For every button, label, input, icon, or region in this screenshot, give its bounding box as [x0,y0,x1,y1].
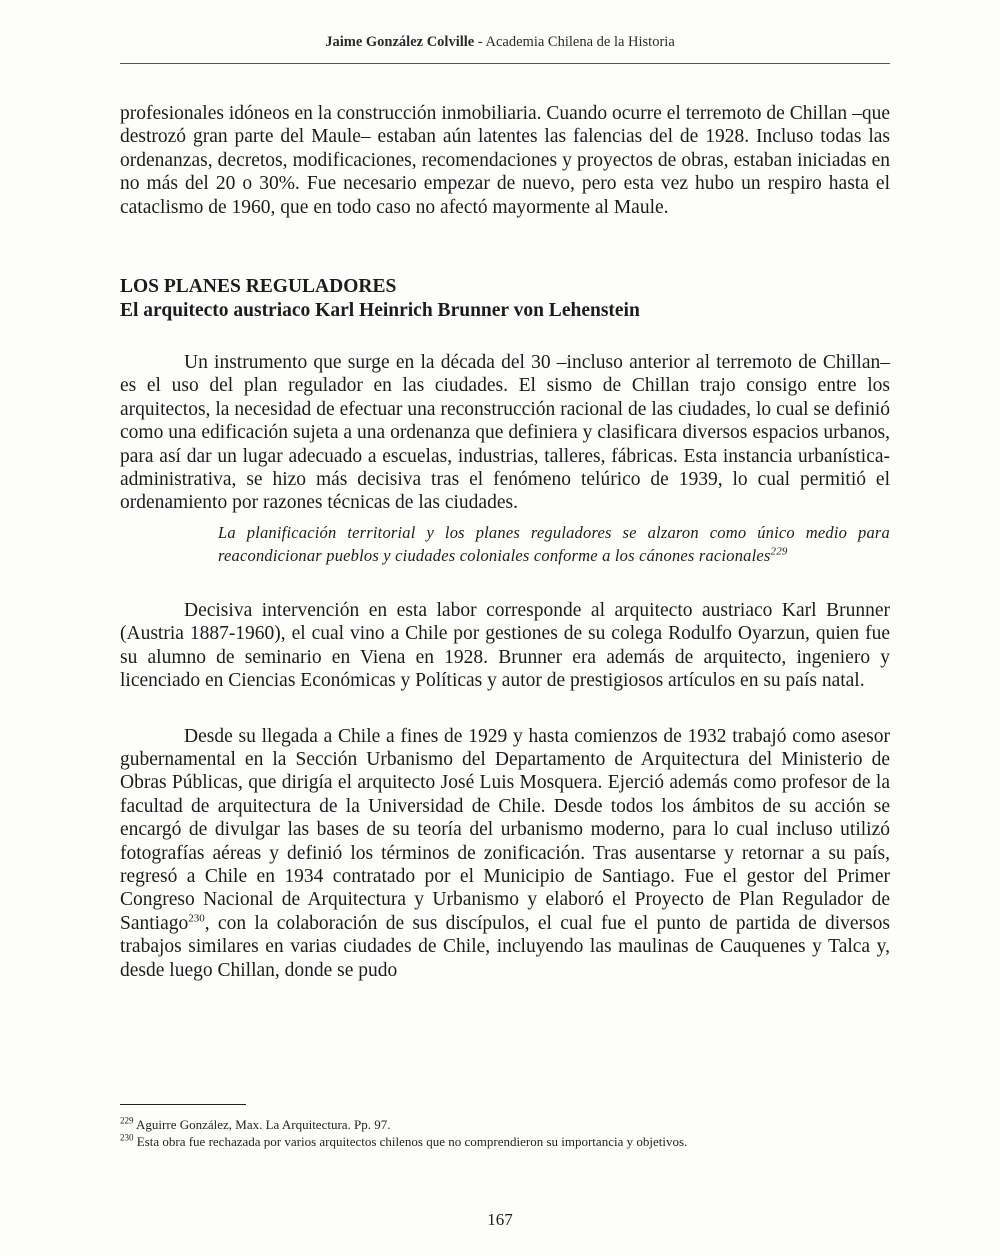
paragraph-intro: profesionales idóneos en la construcción inmobiliaria. Cuando ocurre el terremoto de Chillan –que destrozó gran parte del Maule– estaban aún latentes las falencias del de 1928. Incluso todas las ordenanzas, decretos, modificaciones, recomendaciones y proyectos de obras, estaban iniciadas en no más del 20 o 30%. Fue necesario empezar de nuevo, pero esta vez hubo un respiro hasta el cataclismo de 1960, que en todo caso no afectó mayormente al Maule. [120,103,890,218]
footnote-230 [120,1133,890,1150]
footnote-number: 229 [120,1115,134,1126]
header-separator: - [474,34,486,50]
footnote-text: Aguirre González, Max. La Arquitectura. Pp. 97. [133,1117,391,1132]
footnote-ref-229: 229 [770,545,788,558]
header-author: Jaime González Colville [325,34,475,50]
header-rule [120,63,890,64]
footnote-text: Esta obra fue rechazada por varios arquitectos chilenos que no comprendieron su importancia y objetivos. [133,1134,688,1149]
footnote-rule [120,1104,246,1105]
quote-text: La planificación territorial y los planes reguladores se alzaron como único medio para reacondicionar pueblos y ciudades coloniales conforme a los cánones racionales [218,522,890,565]
header-institution: Academia Chilena de la Historia [485,34,675,50]
section-title: LOS PLANES REGULADORES [120,276,397,298]
page-body [120,102,890,982]
career-text-a: Desde su llegada a Chile a fines de 1929 y hasta comienzos de 1932 trabajó como asesor gubernamental en la Sección Urbanismo del Departamento de Arquitectura del Ministerio de Obras Públicas, que dirigía el arquitecto José Luis Mosquera. Ejerció además como profesor de la facultad de arquitectura de la Universidad de Chile. Desde todos los ámbitos de su acción se encargó de divulgar las bases de su teoría del urbanismo moderno, para lo cual incluso utilizó fotografías aéreas y definió los términos de zonificación. Tras ausentarse y retornar a su país, regresó a Chile en 1934 contratado por el Municipio de Santiago. Fue el gestor del Primer Congreso Nacional de Arquitectura y Urbanismo y elaboró el Proyecto de Plan Regulador de Santiago [120,725,890,934]
block-quote [218,521,890,567]
paragraph-brunner-intro: Decisiva intervención en esta labor corresponde al arquitecto austriaco Karl Brunner (Austria 1887-1960), el cual vino a Chile por gestiones de su colega Rodulfo Oyarzun, quien fue su alumno de seminario en Viena en 1928. Brunner era además de arquitecto, ingeniero y licenciado en Ciencias Económicas y Políticas y autor de prestigiosos artículos en su país natal. [120,599,890,692]
footnote-229 [120,1116,890,1133]
footnote-number: 230 [120,1132,134,1143]
paragraph-brunner-career [120,725,890,982]
paragraph-plan-regulador: Un instrumento que surge en la década del 30 –incluso anterior al terremoto de Chillan– es el uso del plan regulador en las ciudades. El sismo de Chillan trajo consigo entre los arquitectos, la necesidad de efectuar una reconstrucción racional de las ciudades, lo cual se definió como una edificación sujeta a una ordenanza que definiera y clasificara diversos espacios urbanos, para así dar un lugar adecuado a escuelas, industrias, talleres, fábricas. Esta instancia urbanística-administrativa, se hizo más decisiva tras el fenómeno telúrico de 1939, lo cual permitió el ordenamiento por razones técnicas de las ciudades. [120,352,890,514]
career-text-b: , con la colaboración de sus discípulos, el cual fue el punto de partida de diversos trabajos similares en varias ciudades de Chile, incluyendo las maulinas de Cauquenes y Talca y, desde luego Chillan, donde se pudo [120,912,890,981]
running-header [0,34,1000,51]
section-subtitle: El arquitecto austriaco Karl Heinrich Brunner von Lehenstein [120,300,640,322]
footnote-ref-230: 230 [188,912,205,925]
page-number: 167 [487,1210,513,1229]
footnotes [120,1116,890,1150]
